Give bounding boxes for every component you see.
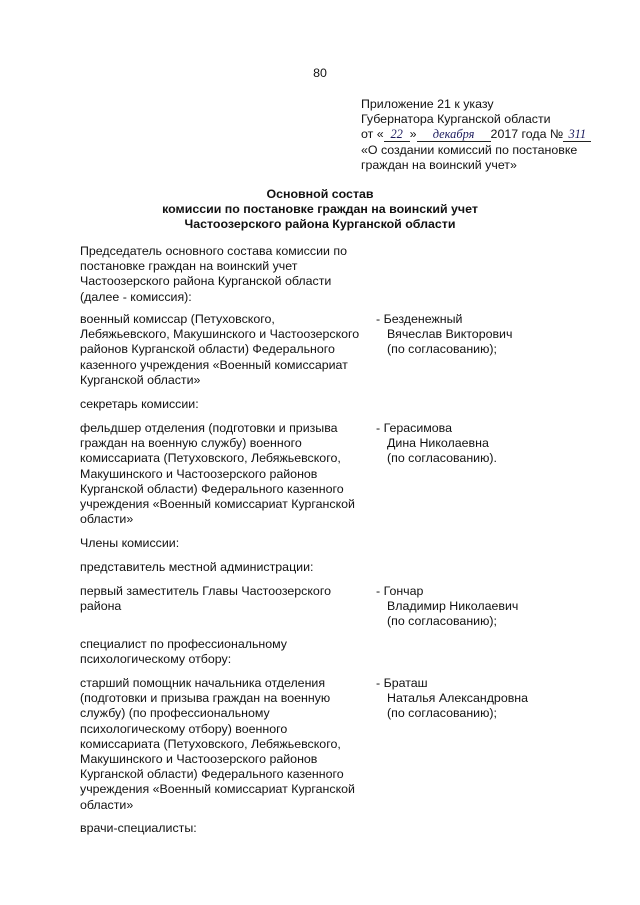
text-line: области»: [80, 512, 134, 527]
chairman-heading: [80, 244, 370, 305]
text-line: района: [80, 599, 122, 614]
assistant-person: [376, 676, 606, 722]
text-line: Курганской области) Федерального казенного: [80, 767, 344, 782]
secretary-heading: секретарь комиссии:: [80, 397, 199, 411]
assistant-position: [80, 676, 370, 813]
text-line: учреждения «Военный комиссариат Курганской: [80, 497, 355, 512]
handwritten-day: 22: [384, 128, 410, 142]
annex-line-2: Губернатора Курганской области: [361, 112, 551, 127]
person-name: - Гончар: [376, 584, 424, 598]
text-line: Макушинского и Частоозерского районов: [80, 466, 318, 481]
text-line: области»: [80, 797, 134, 812]
annex-header: [361, 97, 621, 173]
commissar-person: [376, 312, 606, 358]
doctors-heading: врачи-специалисты:: [80, 821, 197, 835]
person-name: Вячеслав Викторович: [387, 327, 513, 342]
handwritten-month: декабря: [417, 128, 491, 142]
annex-date-year: 2017 года №: [490, 127, 564, 142]
text-line: Частоозерского района Курганской области: [80, 274, 332, 289]
commissar-position: [80, 312, 370, 388]
text-line: Курганской области»: [80, 372, 201, 387]
title-line-3: Частоозерского района Курганской области: [184, 217, 456, 232]
text-line: граждан на военную службу) военного: [80, 436, 302, 451]
text-line: военный комиссар (Петуховского,: [80, 312, 275, 326]
handwritten-number: 311: [563, 128, 591, 142]
text-line: Макушинского и Частоозерского районов: [80, 752, 318, 767]
title-line-2: комиссии по постановке граждан на воинский учет: [162, 202, 478, 217]
text-line: старший помощник начальника отделения: [80, 676, 326, 690]
person-name: Владимир Николаевич: [387, 599, 519, 614]
local-admin-heading: представитель местной администрации:: [80, 560, 314, 574]
person-name: - Браташ: [376, 676, 428, 690]
text-line: психологическому отбору:: [80, 652, 232, 667]
person-note: (по согласованию).: [387, 451, 497, 466]
text-line: постановке граждан на воинский учет: [80, 259, 298, 274]
title-line-1: Основной состав: [266, 187, 374, 201]
person-name: Дина Николаевна: [387, 436, 489, 451]
text-line: психологическому отбору) военного: [80, 721, 288, 736]
annex-line-4: «О создании комиссий по постановке: [361, 142, 578, 157]
secretary-position: [80, 421, 370, 527]
text-line: Председатель основного состава комиссии по: [80, 244, 347, 258]
annex-line-5: граждан на воинский учет»: [361, 157, 517, 172]
annex-date-prefix: от «: [361, 127, 384, 142]
person-name: - Герасимова: [376, 421, 452, 435]
deputy-person: [376, 584, 606, 630]
person-note: (по согласованию);: [387, 342, 497, 357]
text-line: казенного учреждения «Военный комиссариат: [80, 357, 348, 372]
annex-date-line: [361, 127, 621, 142]
text-line: (подготовки и призыва граждан на военную: [80, 691, 331, 706]
text-line: специалист по профессиональному: [80, 637, 287, 651]
annex-date-mid: »: [409, 127, 417, 142]
text-line: Лебяжьевского, Макушинского и Частоозерского: [80, 327, 360, 342]
annex-line-1: Приложение 21 к указу: [361, 97, 494, 111]
text-line: учреждения «Военный комиссариат Курганской: [80, 782, 355, 797]
text-line: службу) (по профессиональному: [80, 706, 270, 721]
text-line: комиссариата (Петуховского, Лебяжьевского,: [80, 451, 341, 466]
psych-heading: [80, 637, 370, 667]
members-heading: Члены комиссии:: [80, 536, 180, 550]
person-name: - Безденежный: [376, 312, 463, 326]
person-name: Наталья Александровна: [387, 691, 529, 706]
page-number: 80: [313, 66, 327, 80]
document-title: [0, 187, 640, 233]
deputy-position: [80, 584, 370, 614]
person-note: (по согласованию);: [387, 614, 497, 629]
text-line: Курганской области) Федерального казенного: [80, 481, 344, 496]
text-line: районов Курганской области) Федерального: [80, 342, 335, 357]
text-line: первый заместитель Главы Частоозерского: [80, 584, 331, 598]
text-line: комиссариата (Петуховского, Лебяжьевского,: [80, 736, 341, 751]
person-note: (по согласованию);: [387, 706, 497, 721]
text-line: (далее - комиссия):: [80, 289, 192, 304]
secretary-person: [376, 421, 606, 467]
text-line: фельдшер отделения (подготовки и призыва: [80, 421, 338, 435]
